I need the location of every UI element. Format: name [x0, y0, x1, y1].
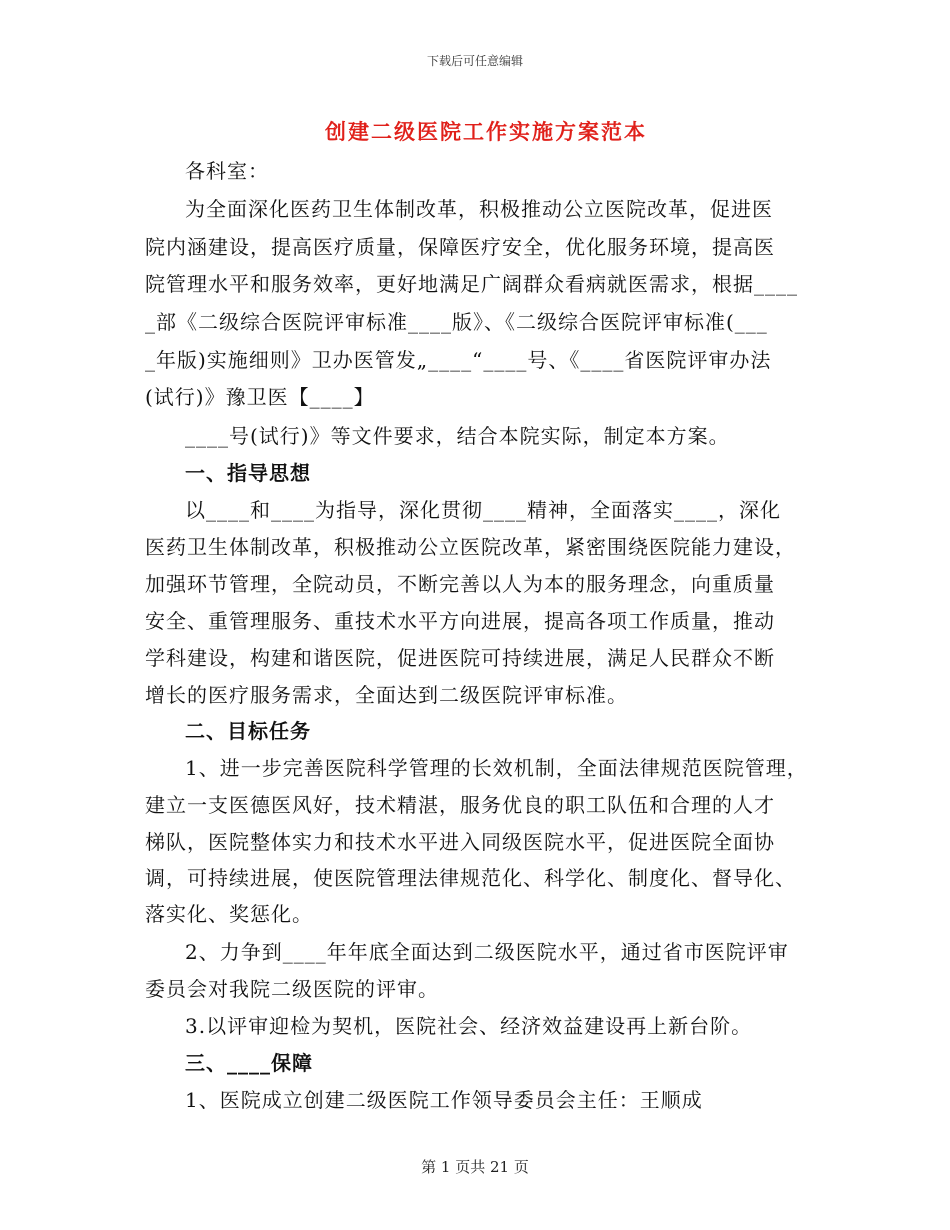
section-heading: 二、目标任务 — [185, 719, 311, 743]
paragraph-line: 以____和____为指导，深化贯彻____精神，全面落实____，深化 — [185, 498, 781, 522]
paragraph-line: 学科建设，构建和谐医院，促进医院可持续进展，满足人民群众不断 — [145, 646, 775, 670]
paragraph-line: 增长的医疗服务需求，全面达到二级医院评审标准。 — [145, 683, 628, 707]
page-header: 下载后可任意编辑 — [426, 54, 523, 68]
paragraph-line: 为全面深化医药卫生体制改革，积极推动公立医院改革，促进医 — [185, 197, 773, 221]
paragraph-line: 1、医院成立创建二级医院工作领导委员会主任：王顺成 — [185, 1088, 703, 1112]
page-footer: 第 1 页共 21 页 — [421, 1158, 529, 1176]
section-heading: 三、____保障 — [185, 1051, 313, 1075]
paragraph-line: 加强环节管理，全院动员，不断完善以人为本的服务理念，向重质量 — [145, 572, 775, 596]
document-title: 创建二级医院工作实施方案范本 — [325, 119, 647, 144]
paragraph-line: _部《二级综合医院评审标准____版》、《二级综合医院评审标准(___ — [145, 310, 768, 334]
paragraph-line: 3.以评审迎检为契机，医院社会、经济效益建设再上新台阶。 — [185, 1014, 753, 1038]
paragraph-line: (试行)》豫卫医【____】 — [145, 385, 375, 409]
paragraph-line: 1、进一步完善医院科学管理的长效机制，全面法律规范医院管理， — [185, 756, 808, 780]
paragraph-line: 2、力争到____年年底全面达到二级医院水平，通过省市医院评审 — [185, 940, 789, 964]
paragraph-line: ____号(试行)》等文件要求，结合本院实际，制定本方案。 — [185, 424, 730, 448]
section-heading: 一、指导思想 — [185, 461, 311, 485]
paragraph-line: 委员会对我院二级医院的评审。 — [145, 977, 439, 1001]
paragraph-line: 建立一支医德医风好，技术精湛，服务优良的职工队伍和合理的人才 — [145, 793, 775, 817]
paragraph-line: 院管理水平和服务效率，更好地满足广阔群众看病就医需求，根据____ — [145, 272, 798, 296]
paragraph-line: 院内涵建设，提高医疗质量，保障医疗安全，优化服务环境，提高医 — [145, 235, 775, 259]
paragraph-line: 医药卫生体制改革，积极推动公立医院改革，紧密围绕医院能力建设， — [145, 535, 796, 559]
paragraph-line: 梯队，医院整体实力和技术水平进入同级医院水平，促进医院全面协 — [145, 830, 775, 854]
salutation: 各科室： — [185, 159, 269, 183]
paragraph-line: 安全、重管理服务、重技术水平方向进展，提高各项工作质量，推动 — [145, 609, 775, 633]
paragraph-line: 调，可持续进展，使医院管理法律规范化、科学化、制度化、督导化、 — [145, 866, 796, 890]
paragraph-line: 落实化、奖惩化。 — [145, 902, 313, 926]
paragraph-line: _年版)实施细则》卫办医管发„____“____号、《____省医院评审办法 — [145, 348, 772, 372]
